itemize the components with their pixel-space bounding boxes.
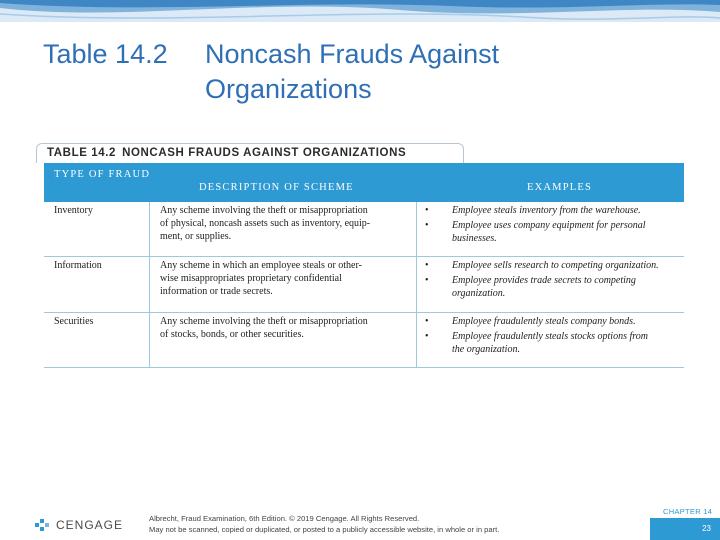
header-type-of-fraud: TYPE OF FRAUD	[54, 169, 151, 180]
description-line: information or trade secrets.	[160, 286, 273, 297]
description-line: Any scheme involving the theft or misappropriation	[160, 316, 368, 327]
example-line: Employee uses company equipment for personal	[452, 220, 646, 231]
slide-title	[43, 37, 603, 107]
table-row	[44, 202, 684, 257]
description-line: ment, or supplies.	[160, 231, 232, 242]
example-item	[425, 330, 685, 356]
row-examples	[416, 202, 685, 256]
copyright-line: Albrecht, Fraud Examination, 6th Edition. © 2019 Cengage. All Rights Reserved.	[149, 514, 420, 523]
row-examples	[416, 257, 685, 312]
table-label-number: TABLE 14.2	[47, 147, 117, 159]
example-line: Employee provides trade secrets to competing	[452, 275, 636, 286]
slide-title-line2: Organizations	[205, 74, 372, 104]
table-label-tab	[36, 143, 464, 163]
chapter-label: CHAPTER 14	[663, 507, 713, 516]
cengage-wordmark: CENGAGE	[56, 518, 124, 532]
row-examples	[416, 313, 685, 367]
bullet-icon: •	[425, 275, 429, 286]
description-line: of physical, noncash assets such as inventory, equip-	[160, 218, 371, 229]
table-row	[44, 313, 684, 368]
page-number: 23	[702, 524, 711, 533]
example-line: Employee fraudulently steals stocks options from	[452, 331, 648, 342]
example-item	[425, 274, 685, 300]
example-line: the organization.	[452, 344, 520, 355]
table-row	[44, 257, 684, 313]
row-type: Inventory	[54, 205, 93, 216]
bullet-icon: •	[425, 205, 429, 216]
row-description	[149, 257, 412, 312]
bullet-icon: •	[425, 220, 429, 231]
row-type: Securities	[54, 316, 94, 327]
decorative-top-band	[0, 0, 720, 22]
page-number-badge	[650, 518, 720, 540]
example-item	[425, 315, 685, 328]
row-type: Information	[54, 260, 102, 271]
example-item	[425, 259, 685, 272]
example-line: organization.	[452, 288, 506, 299]
bullet-icon: •	[425, 260, 429, 271]
cengage-logo	[35, 515, 123, 535]
table-label-text: NONCASH FRAUDS AGAINST ORGANIZATIONS	[122, 147, 407, 159]
example-item	[425, 204, 685, 217]
row-description	[149, 313, 412, 367]
example-line: businesses.	[452, 233, 497, 244]
table-label	[47, 147, 406, 159]
copyright-notice	[149, 513, 499, 535]
example-line: Employee steals inventory from the warehouse.	[452, 205, 641, 216]
slide-title-line1: Noncash Frauds Against	[205, 39, 500, 69]
example-item	[425, 219, 685, 245]
header-examples: EXAMPLES	[527, 182, 593, 193]
cengage-logo-icon	[35, 518, 51, 532]
slide-title-number: Table 14.2	[43, 39, 168, 69]
example-line: Employee fraudulently steals company bonds.	[452, 316, 636, 327]
copyright-line: May not be scanned, copied or duplicated, or posted to a publicly accessible website, in whole or in part.	[149, 525, 500, 534]
description-line: Any scheme in which an employee steals or other-	[160, 260, 362, 271]
description-line: wise misappropriates proprietary confidential	[160, 273, 342, 284]
description-line: of stocks, bonds, or other securities.	[160, 329, 304, 340]
row-description	[149, 202, 412, 256]
bullet-icon: •	[425, 331, 429, 342]
header-description: DESCRIPTION OF SCHEME	[199, 182, 354, 193]
bullet-icon: •	[425, 316, 429, 327]
table-header	[44, 163, 684, 202]
example-line: Employee sells research to competing organization.	[452, 260, 659, 271]
fraud-table	[44, 163, 684, 368]
description-line: Any scheme involving the theft or misappropriation	[160, 205, 368, 216]
